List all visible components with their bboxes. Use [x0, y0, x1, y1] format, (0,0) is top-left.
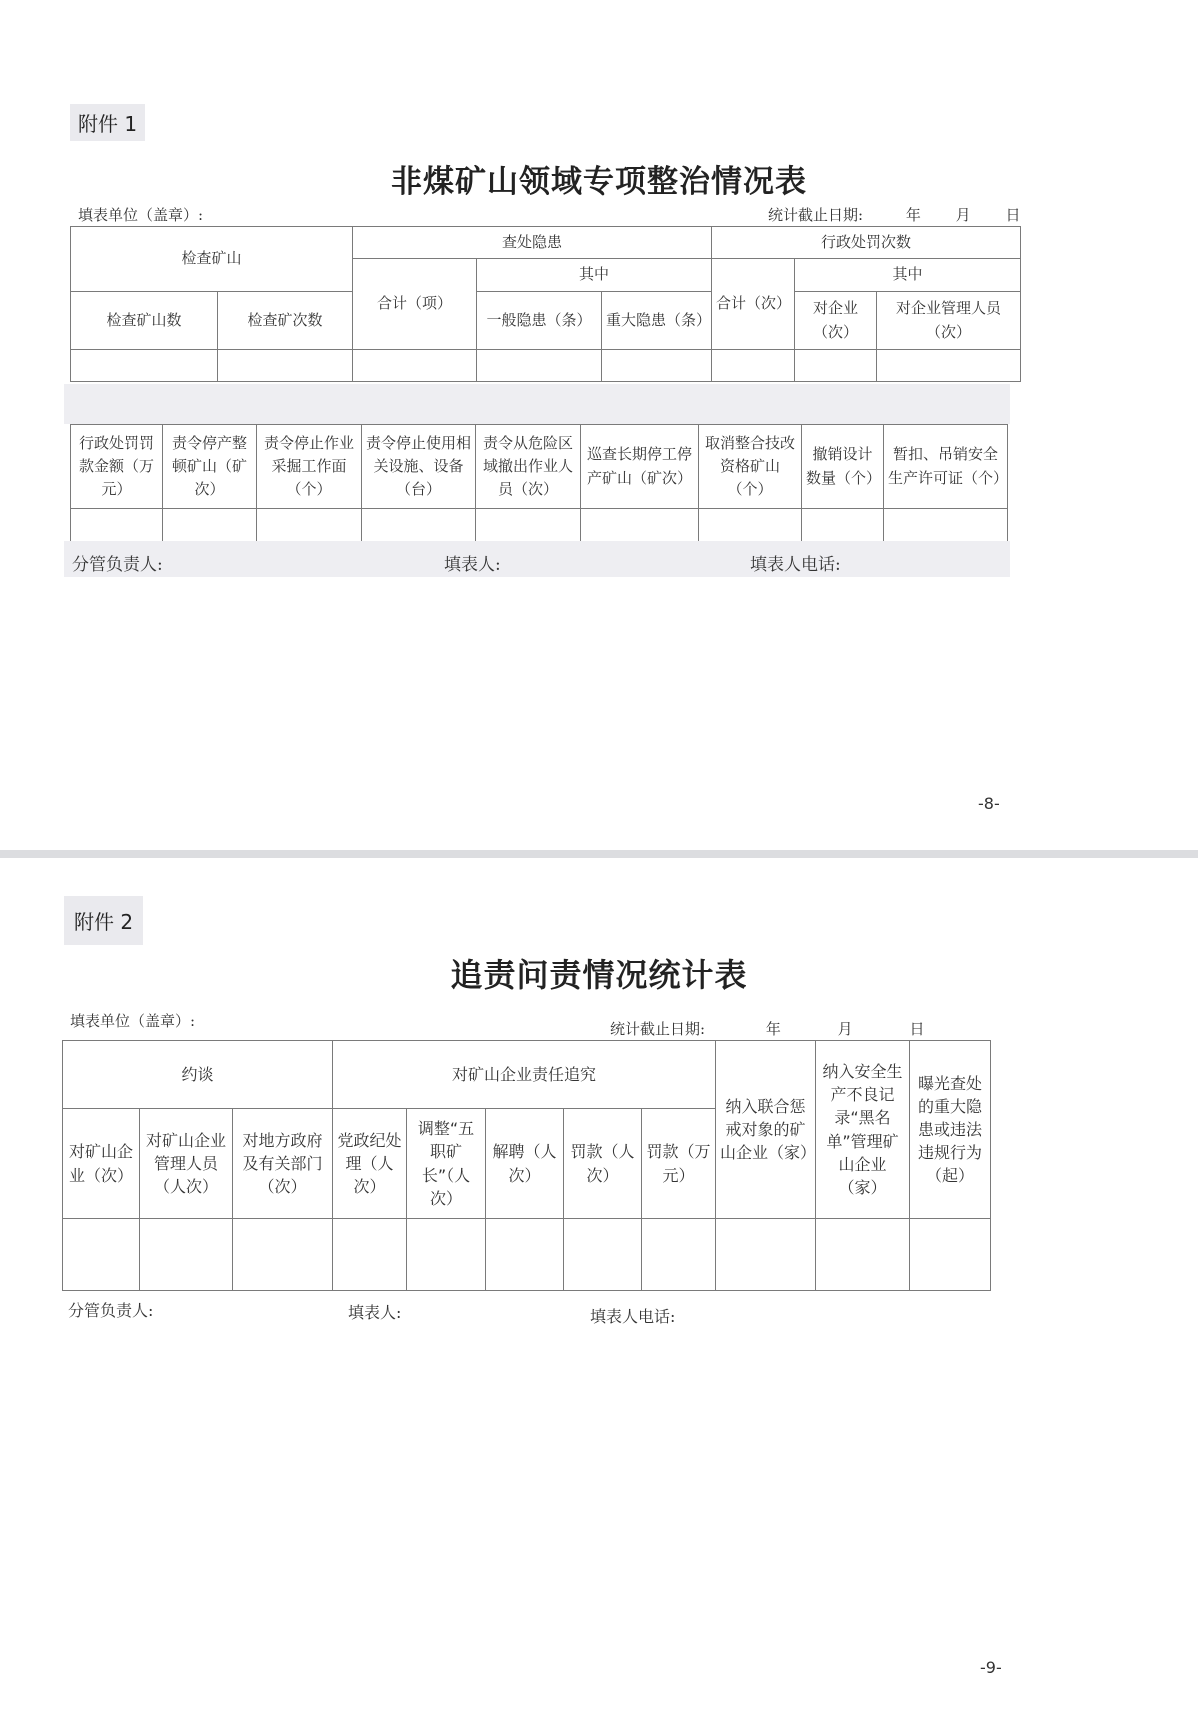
stat-date-row	[610, 1018, 924, 1039]
attachment-label: 附件 2	[64, 896, 143, 945]
footer-supervisor: 分管负责人:	[72, 555, 163, 575]
header-cancel-qualification: 取消整合技改资格矿山（个）	[699, 425, 802, 509]
page-2	[0, 858, 1198, 1712]
blank-cell[interactable]	[564, 1219, 642, 1291]
penalty-detail-table	[70, 424, 1008, 542]
blank-cell[interactable]	[877, 350, 1021, 382]
blank-cell[interactable]	[257, 509, 362, 542]
date-day: 日	[909, 1020, 925, 1038]
header-mine-times: 检查矿次数	[218, 292, 353, 350]
header-party-discipline: 党政纪处理（人次）	[333, 1109, 407, 1219]
header-revoke-license: 暂扣、吊销安全生产许可证（个）	[884, 425, 1008, 509]
blank-cell[interactable]	[884, 509, 1008, 542]
footer-phone: 填表人电话:	[590, 1307, 676, 1326]
blank-cell[interactable]	[795, 350, 877, 382]
blank-cell[interactable]	[140, 1219, 233, 1291]
mine-inspection-table	[70, 226, 1021, 382]
header-general-hazard: 一般隐患（条）	[477, 292, 602, 350]
blank-cell[interactable]	[71, 350, 218, 382]
blank-cell[interactable]	[716, 1219, 816, 1291]
stat-date-label: 统计截止日期:	[610, 1020, 706, 1038]
table-row-empty	[63, 1219, 991, 1291]
footer-supervisor: 分管负责人:	[68, 1301, 154, 1320]
attachment-label: 附件 1	[70, 104, 145, 141]
header-to-mine-enterprise: 对矿山企业（次）	[63, 1109, 140, 1219]
page-1	[0, 0, 1198, 850]
header-to-enterprise: 对企业（次）	[795, 292, 877, 350]
header-penalties: 行政处罚次数	[712, 227, 1021, 259]
blank-cell[interactable]	[476, 509, 581, 542]
blank-cell[interactable]	[333, 1219, 407, 1291]
footer-filler: 填表人:	[348, 1303, 402, 1322]
date-month: 月	[837, 1020, 853, 1038]
header-fine-persons: 罚款（人次）	[564, 1109, 642, 1219]
header-penalty-total: 合计（次）	[712, 259, 795, 350]
header-check-mines: 检查矿山	[71, 227, 353, 292]
header-among-penalties: 其中	[795, 259, 1021, 292]
page-separator	[0, 850, 1198, 858]
header-exposure: 曝光查处的重大隐患或违法违规行为（起）	[910, 1041, 991, 1219]
header-fine-amount: 罚款（万元）	[642, 1109, 716, 1219]
blank-cell[interactable]	[407, 1219, 486, 1291]
table-row-empty	[71, 509, 1008, 542]
header-hazard-total: 合计（项）	[353, 259, 477, 350]
stat-date-row	[768, 204, 1020, 225]
header-blacklist: 纳入安全生产不良记录“黑名单”管理矿山企业（家）	[816, 1041, 910, 1219]
header-stop-faces: 责令停止作业采掘工作面（个）	[257, 425, 362, 509]
blank-cell[interactable]	[712, 350, 795, 382]
blank-cell[interactable]	[486, 1219, 564, 1291]
date-year: 年	[905, 206, 921, 224]
header-stop-equipment: 责令停止使用相关设施、设备（台）	[362, 425, 476, 509]
blank-cell[interactable]	[362, 509, 476, 542]
header-evacuate-workers: 责令从危险区域撤出作业人员（次）	[476, 425, 581, 509]
header-dismiss: 解聘（人次）	[486, 1109, 564, 1219]
blank-cell[interactable]	[581, 509, 699, 542]
footer-phone: 填表人电话:	[750, 555, 841, 575]
form-title: 追责问责情况统计表	[450, 956, 748, 994]
blank-cell[interactable]	[642, 1219, 716, 1291]
header-among-hazards: 其中	[477, 259, 712, 292]
scan-shade	[64, 541, 1010, 577]
blank-cell[interactable]	[233, 1219, 333, 1291]
blank-cell[interactable]	[699, 509, 802, 542]
header-hazards: 查处隐患	[353, 227, 712, 259]
blank-cell[interactable]	[353, 350, 477, 382]
blank-cell[interactable]	[163, 509, 257, 542]
blank-cell[interactable]	[816, 1219, 910, 1291]
page-number: -8-	[978, 794, 1000, 813]
blank-cell[interactable]	[63, 1219, 140, 1291]
header-major-hazard: 重大隐患（条）	[602, 292, 712, 350]
header-joint-punish: 纳入联合惩戒对象的矿山企业（家）	[716, 1041, 816, 1219]
blank-cell[interactable]	[71, 509, 163, 542]
header-adjust-five: 调整“五职矿长”（人次）	[407, 1109, 486, 1219]
accountability-table	[62, 1040, 991, 1291]
blank-cell[interactable]	[910, 1219, 991, 1291]
header-revoke-design: 撤销设计数量（个）	[802, 425, 884, 509]
header-fine-amount: 行政处罚罚款金额（万元）	[71, 425, 163, 509]
blank-cell[interactable]	[477, 350, 602, 382]
header-interview: 约谈	[63, 1041, 333, 1109]
header-accountability: 对矿山企业责任追究	[333, 1041, 716, 1109]
header-mine-count: 检查矿山数	[71, 292, 218, 350]
blank-cell[interactable]	[218, 350, 353, 382]
date-day: 日	[1005, 206, 1021, 224]
date-month: 月	[955, 206, 971, 224]
fill-unit-label: 填表单位（盖章）:	[70, 1012, 196, 1030]
fill-unit-label: 填表单位（盖章）:	[78, 206, 204, 224]
header-to-local-gov: 对地方政府及有关部门（次）	[233, 1109, 333, 1219]
header-to-mine-managers: 对矿山企业管理人员（人次）	[140, 1109, 233, 1219]
header-suspend-mines: 责令停产整顿矿山（矿次）	[163, 425, 257, 509]
header-to-managers: 对企业管理人员（次）	[877, 292, 1021, 350]
footer-filler: 填表人:	[444, 555, 501, 575]
blank-cell[interactable]	[602, 350, 712, 382]
header-patrol-idle-mines: 巡查长期停工停产矿山（矿次）	[581, 425, 699, 509]
date-year: 年	[765, 1020, 781, 1038]
stat-date-label: 统计截止日期:	[768, 206, 864, 224]
scan-shade	[64, 384, 1010, 424]
blank-cell[interactable]	[802, 509, 884, 542]
page-number: -9-	[980, 1658, 1002, 1677]
table-row-empty	[71, 350, 1021, 382]
form-title: 非煤矿山领域专项整治情况表	[391, 164, 807, 200]
